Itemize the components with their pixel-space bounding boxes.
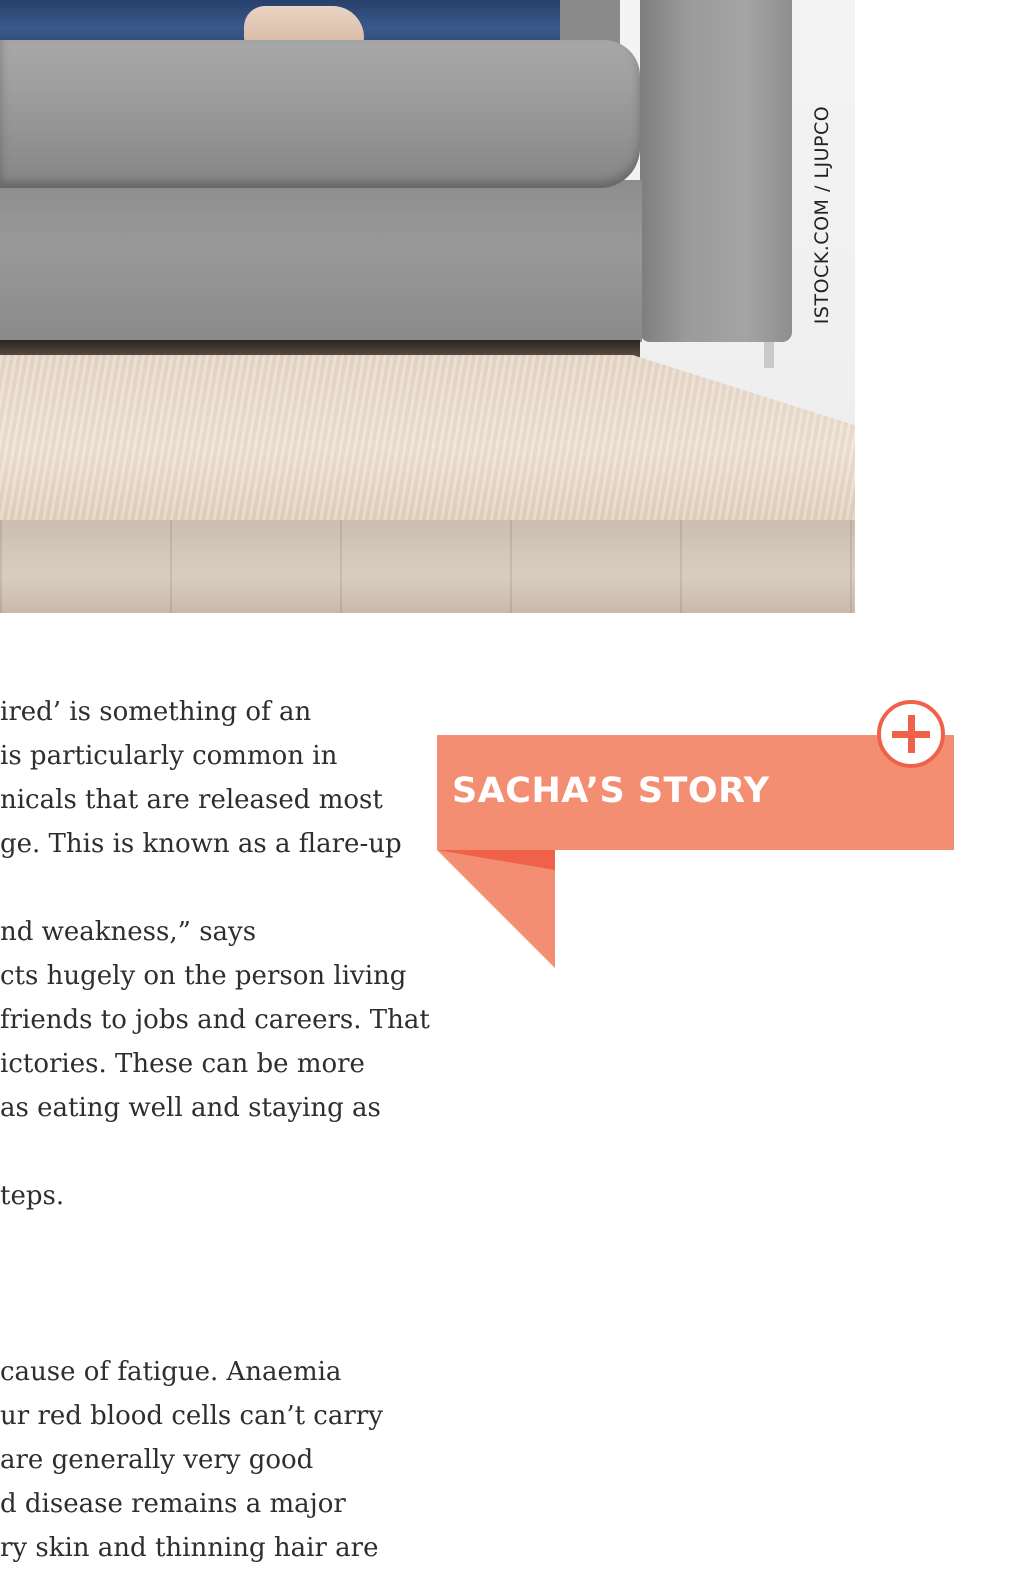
article-line	[0, 1262, 410, 1306]
photo-sofa-base	[0, 180, 642, 342]
article-line: cts hugely on the person living	[0, 961, 407, 991]
article-line: ired’ is something of an	[0, 697, 312, 727]
article-line: ry skin and thinning hair are	[0, 1533, 379, 1563]
banner-fold	[437, 850, 557, 970]
article-line: d disease remains a major	[0, 1489, 346, 1519]
article-line: as eating well and staying as	[0, 1093, 381, 1123]
article-line: ur red blood cells can’t carry	[0, 1401, 383, 1431]
article-line: nicals that are released most	[0, 785, 383, 815]
photo-sofa-cushion	[0, 40, 640, 188]
story-banner-title: SACHA’S STORY	[452, 771, 770, 811]
article-line: teps.	[0, 1181, 65, 1211]
photo-sofa-arm	[640, 0, 792, 342]
photo-sofa-leg	[764, 342, 774, 368]
story-banner	[437, 735, 954, 850]
photo-rug	[0, 355, 855, 540]
article-line	[0, 1218, 410, 1262]
article-line: friends to jobs and careers. That	[0, 1005, 430, 1035]
article-line: ge. This is known as a flare-up	[0, 829, 402, 859]
plus-icon	[881, 704, 941, 764]
article-line	[0, 866, 410, 910]
photo-credit: ISTOCK.COM / LJUPCO	[811, 105, 833, 325]
article-line: is particularly common in	[0, 741, 338, 771]
article-line	[0, 1306, 410, 1350]
article-line: nd weakness,” says	[0, 917, 257, 947]
article-line: are generally very good	[0, 1445, 314, 1475]
article-line: ictories. These can be more	[0, 1049, 365, 1079]
article-body	[0, 690, 430, 1570]
photo-floor	[0, 520, 855, 613]
hero-photo	[0, 0, 855, 613]
plus-badge	[877, 700, 945, 768]
article-line	[0, 1130, 410, 1174]
article-line: cause of fatigue. Anaemia	[0, 1357, 342, 1387]
